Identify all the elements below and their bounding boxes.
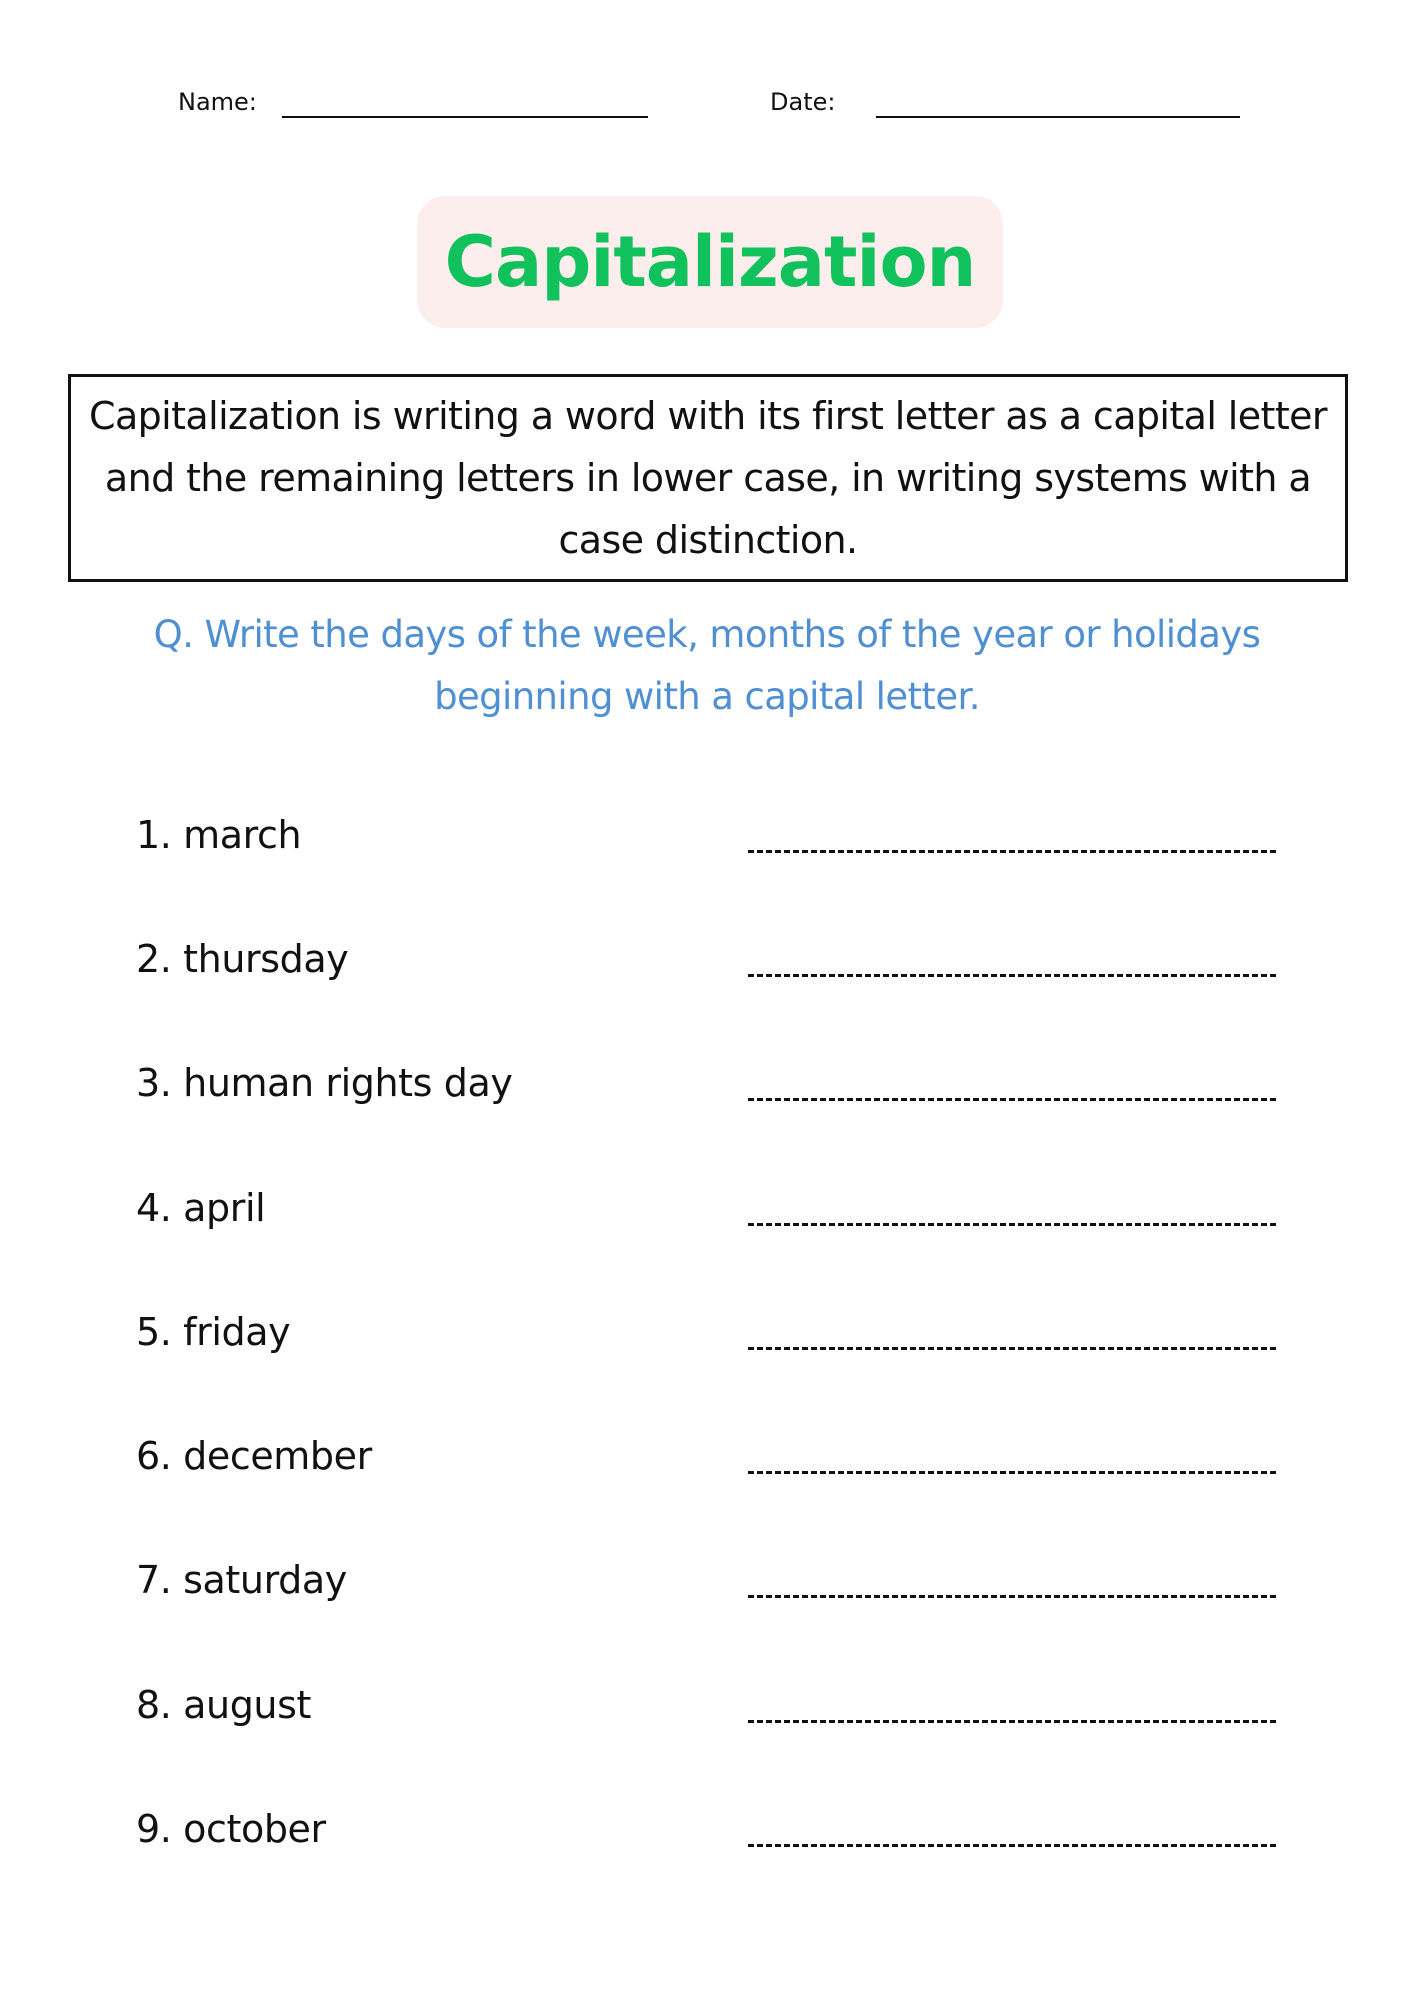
item-word: 3. human rights day (136, 1061, 513, 1105)
definition-box (68, 374, 1348, 582)
answer-line[interactable] (748, 1098, 1276, 1101)
question-prompt: Q. Write the days of the week, months of the year or holidays beginning with a capital letter. (153, 613, 1261, 718)
date-label: Date: (770, 88, 836, 116)
list-item (0, 1421, 1414, 1491)
item-word: 2. thursday (136, 937, 349, 981)
definition-text: Capitalization is writing a word with its first letter as a capital letter and the remaining letters in lower case, in writing systems with a case distinction. (89, 394, 1327, 562)
answer-line[interactable] (748, 1223, 1276, 1226)
list-item (0, 1670, 1414, 1740)
title-banner (417, 196, 1003, 328)
item-word: 1. march (136, 813, 302, 857)
list-item (0, 1297, 1414, 1367)
list-item (0, 1545, 1414, 1615)
list-item (0, 1048, 1414, 1118)
list-item (0, 1173, 1414, 1243)
answer-line[interactable] (748, 850, 1276, 853)
answer-line[interactable] (748, 1595, 1276, 1598)
answer-line[interactable] (748, 1844, 1276, 1847)
answer-line[interactable] (748, 1471, 1276, 1474)
list-item (0, 800, 1414, 870)
name-label: Name: (178, 88, 257, 116)
name-field[interactable] (282, 116, 648, 118)
answer-line[interactable] (748, 974, 1276, 977)
item-word: 9. october (136, 1807, 326, 1851)
list-item (0, 924, 1414, 994)
answer-line[interactable] (748, 1347, 1276, 1350)
item-word: 5. friday (136, 1310, 291, 1354)
item-word: 8. august (136, 1683, 312, 1727)
date-field[interactable] (876, 116, 1240, 118)
list-item (0, 1794, 1414, 1864)
answer-line[interactable] (748, 1720, 1276, 1723)
header-row (0, 80, 1414, 130)
page-title: Capitalization (444, 221, 976, 303)
item-word: 7. saturday (136, 1558, 347, 1602)
item-word: 6. december (136, 1434, 372, 1478)
item-word: 4. april (136, 1186, 266, 1230)
